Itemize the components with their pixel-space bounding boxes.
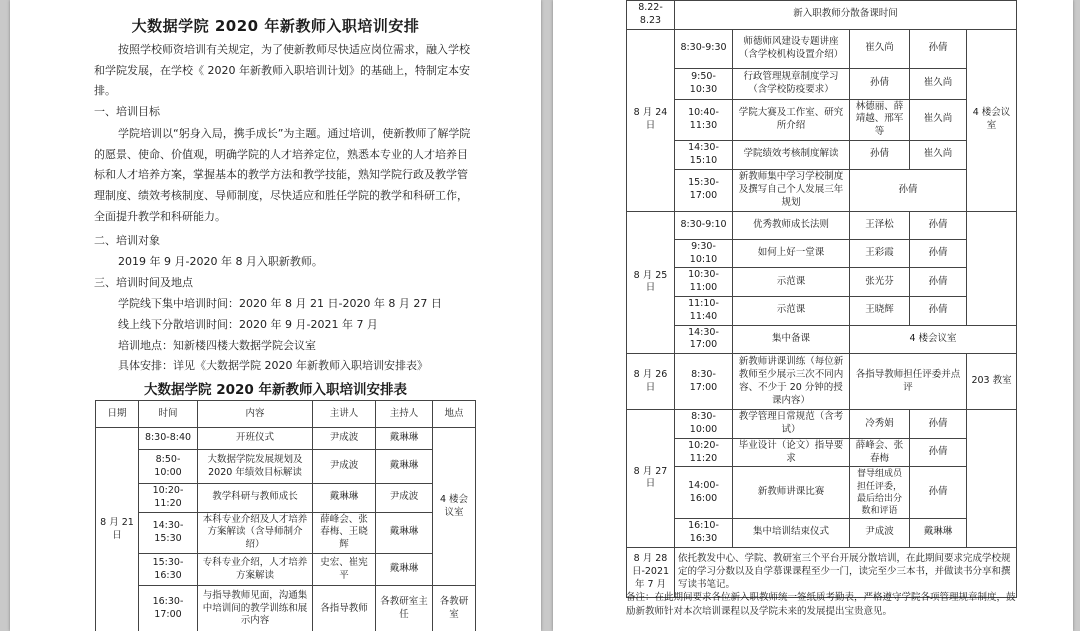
speaker-cell: 王彩霞 xyxy=(850,239,910,268)
content-cell: 教学科研与教师成长 xyxy=(198,484,313,513)
table-row xyxy=(627,354,1017,410)
location-cell xyxy=(967,211,1017,325)
speaker-cell: 薛峰会、张春梅 xyxy=(850,438,910,467)
content-cell: 示范课 xyxy=(733,268,850,297)
location-cell: 各教研室 xyxy=(433,586,476,631)
table-row xyxy=(627,239,1017,268)
location-cell: 4 楼会议室 xyxy=(850,325,1017,354)
content-cell: 学院绩效考核制度解读 xyxy=(733,141,850,170)
content-cell: 如何上好一堂课 xyxy=(733,239,850,268)
table-row xyxy=(627,1,1017,30)
document-page-left xyxy=(10,0,541,631)
host-cell: 戴琳琳 xyxy=(376,450,433,484)
content-cell: 新入职教师分散备课时间 xyxy=(675,1,1017,30)
time-cell: 14:00-16:00 xyxy=(675,467,733,519)
date-cell: 8 月 26 日 xyxy=(627,354,675,410)
time-cell: 8:30-9:10 xyxy=(675,211,733,239)
header-speaker: 主讲人 xyxy=(313,401,376,428)
location-cell: 4 楼会议室 xyxy=(433,428,476,586)
table-row xyxy=(627,296,1017,325)
table-row xyxy=(627,268,1017,297)
speaker-cell: 尹成波 xyxy=(850,519,910,548)
host-cell: 各教研室主任 xyxy=(376,586,433,631)
document-title: 大数据学院 2020 年新教师入职培训安排 xyxy=(131,17,420,35)
table-row xyxy=(96,484,476,513)
time-cell: 8:30-17:00 xyxy=(675,354,733,410)
time-cell: 8:30-8:40 xyxy=(139,428,198,450)
content-cell: 学院大赛及工作室、研究所介绍 xyxy=(733,99,850,140)
time-cell: 9:30-10:10 xyxy=(675,239,733,268)
content-cell: 开班仪式 xyxy=(198,428,313,450)
date-cell: 8 月 21 日 xyxy=(96,428,139,631)
speaker-cell: 孙倩 xyxy=(850,169,967,211)
table-title: 大数据学院 2020 年新教师入职培训安排表 xyxy=(144,382,407,398)
speaker-cell: 孙倩 xyxy=(850,141,910,170)
intro-paragraph: 按照学校师资培训有关规定，为了使新教师尽快适应岗位需求，融入学校和学院发展，在学校《 2020 年新教师入职培训计划》的基础上，特制定本安排。 xyxy=(94,43,470,98)
document-page-right xyxy=(553,0,1073,631)
offline-time-line: 学院线下集中培训时间：2020 年 8 月 21 日-2020 年 8 月 27 日 xyxy=(118,297,442,310)
host-cell: 戴琳琳 xyxy=(376,554,433,586)
table-row xyxy=(627,29,1017,68)
host-cell: 孙倩 xyxy=(910,410,967,439)
location-cell: 4 楼会议室 xyxy=(967,29,1017,211)
content-cell: 本科专业介绍及人才培养方案解读（含导师制介绍） xyxy=(198,512,313,553)
location-cell xyxy=(967,410,1017,547)
footnote: 备注：在此期间要求各位新入职教师统一签纸质考勤表，严格遵守学院各项管理规章制度，鼓励新教师针对本次培训课程以及学院未来的发展提出宝贵意见。 xyxy=(626,592,1016,617)
speaker-cell: 尹成波 xyxy=(313,428,376,450)
table-row xyxy=(627,211,1017,239)
section-heading-target: 二、培训对象 xyxy=(94,234,160,247)
content-cell: 专科专业介绍，人才培养方案解读 xyxy=(198,554,313,586)
content-cell: 行政管理规章制度学习（含学校防疫要求） xyxy=(733,68,850,99)
location-line: 培训地点：知新楼四楼大数据学院会议室 xyxy=(118,339,316,352)
table-row xyxy=(627,99,1017,140)
time-cell: 15:30-17:00 xyxy=(675,169,733,211)
time-cell: 14:30-15:30 xyxy=(139,512,198,553)
date-cell: 8.22-8.23 xyxy=(627,1,675,30)
speaker-cell: 林德丽、薛靖越、邢军等 xyxy=(850,99,910,140)
time-cell: 14:30-17:00 xyxy=(675,325,733,354)
content-cell: 新教师讲课训练（每位新教师至少展示三次不同内容、不少于 20 分钟的授课内容） xyxy=(733,354,850,410)
speaker-cell: 史宏、崔宪平 xyxy=(313,554,376,586)
content-cell: 与指导教师见面，沟通集中培训间的教学训练和展示内容 xyxy=(198,586,313,631)
time-cell: 16:10-16:30 xyxy=(675,519,733,548)
table-row xyxy=(627,547,1017,597)
host-cell: 孙倩 xyxy=(910,268,967,297)
time-cell: 8:30-10:00 xyxy=(675,410,733,439)
content-cell: 教学管理日常规范（含考试） xyxy=(733,410,850,439)
speaker-cell: 冷秀娟 xyxy=(850,410,910,439)
time-cell: 11:10-11:40 xyxy=(675,296,733,325)
speaker-cell: 张光芬 xyxy=(850,268,910,297)
host-cell: 戴琳琳 xyxy=(376,512,433,553)
host-cell: 孙倩 xyxy=(910,467,967,519)
detail-line: 具体安排：详见《大数据学院 2020 年新教师入职培训安排表》 xyxy=(118,359,428,372)
host-cell: 孙倩 xyxy=(910,239,967,268)
table-row xyxy=(627,68,1017,99)
content-cell: 示范课 xyxy=(733,296,850,325)
host-cell: 孙倩 xyxy=(910,296,967,325)
time-cell: 14:30-15:10 xyxy=(675,141,733,170)
content-cell: 优秀教师成长法则 xyxy=(733,211,850,239)
table-row xyxy=(627,467,1017,519)
time-cell: 9:50-10:30 xyxy=(675,68,733,99)
target-text: 2019 年 9 月-2020 年 8 月入职新教师。 xyxy=(118,255,323,268)
header-content: 内容 xyxy=(198,401,313,428)
table-row xyxy=(627,410,1017,439)
host-cell: 戴琳琳 xyxy=(376,428,433,450)
speaker-cell: 孙倩 xyxy=(850,68,910,99)
content-cell: 毕业设计（论文）指导要求 xyxy=(733,438,850,467)
table-row xyxy=(627,325,1017,354)
speaker-cell: 薛峰会、张春梅、王晓辉 xyxy=(313,512,376,553)
header-location: 地点 xyxy=(433,401,476,428)
location-cell: 203 教室 xyxy=(967,354,1017,410)
date-cell: 8 月 28 日-2021 年 7 月 xyxy=(627,547,675,597)
time-cell: 8:50-10:00 xyxy=(139,450,198,484)
table-row xyxy=(96,428,476,450)
host-cell: 戴琳琳 xyxy=(910,519,967,548)
date-cell: 8 月 24 日 xyxy=(627,29,675,211)
table-row xyxy=(627,519,1017,548)
table-header-row xyxy=(96,401,476,428)
goal-paragraph: 学院培训以“躬身入局，携手成长”为主题。通过培训，使新教师了解学院的愿景、使命、价值观，明确学院的人才培养定位，熟悉本专业的人才培养目标和人才培养方案，掌握基本的教学方法和教学技能，熟知学院行政及教学管理制度、绩效考核制度、导师制度，尽快适应和胜任学院的教学和科研工作，全面提升教学和科研能力。 xyxy=(94,127,471,223)
table-row xyxy=(627,169,1017,211)
table-row xyxy=(627,438,1017,467)
time-cell: 16:30-17:00 xyxy=(139,586,198,631)
speaker-cell: 各指导教师 xyxy=(313,586,376,631)
speaker-cell: 崔久尚 xyxy=(850,29,910,68)
time-cell: 15:30-16:30 xyxy=(139,554,198,586)
section-heading-goal: 一、培训目标 xyxy=(94,105,160,118)
content-cell: 师德师风建设专题讲座（含学校机构设置介绍） xyxy=(733,29,850,68)
schedule-table-part1 xyxy=(95,400,476,631)
time-cell: 10:30-11:00 xyxy=(675,268,733,297)
host-cell: 崔久尚 xyxy=(910,99,967,140)
header-date: 日期 xyxy=(96,401,139,428)
host-cell: 孙倩 xyxy=(910,29,967,68)
time-cell: 10:40-11:30 xyxy=(675,99,733,140)
content-cell: 新教师讲课比赛 xyxy=(733,467,850,519)
host-cell: 崔久尚 xyxy=(910,141,967,170)
content-cell: 集中备课 xyxy=(733,325,850,354)
table-row xyxy=(96,586,476,631)
date-cell: 8 月 25 日 xyxy=(627,211,675,354)
host-cell: 崔久尚 xyxy=(910,68,967,99)
speaker-cell: 王晓辉 xyxy=(850,296,910,325)
host-cell: 孙倩 xyxy=(910,211,967,239)
date-cell: 8 月 27 日 xyxy=(627,410,675,547)
content-cell: 大数据学院发展规划及 2020 年绩效目标解读 xyxy=(198,450,313,484)
online-time-line: 线上线下分散培训时间：2020 年 9 月-2021 年 7 月 xyxy=(118,318,378,331)
table-row xyxy=(96,450,476,484)
table-row xyxy=(627,141,1017,170)
content-cell: 依托教发中心、学院、教研室三个平台开展分散培训，在此期间要求完成学校规定的学习分数以及自学慕课课程至少一门，读完至少三本书，并做读书分享和撰写读书笔记。 xyxy=(675,547,1017,597)
header-host: 主持人 xyxy=(376,401,433,428)
schedule-table-part2 xyxy=(626,0,1017,598)
host-cell: 尹成波 xyxy=(376,484,433,513)
speaker-cell: 督导组成员担任评委，最后给出分数和评语 xyxy=(850,467,910,519)
content-cell: 新教师集中学习学校制度及撰写自己个人发展三年规划 xyxy=(733,169,850,211)
speaker-cell: 各指导教师担任评委并点评 xyxy=(850,354,967,410)
section-heading-schedule: 三、培训时间及地点 xyxy=(94,276,193,289)
content-cell: 集中培训结束仪式 xyxy=(733,519,850,548)
speaker-cell: 尹成波 xyxy=(313,450,376,484)
header-time: 时间 xyxy=(139,401,198,428)
speaker-cell: 王泽松 xyxy=(850,211,910,239)
time-cell: 8:30-9:30 xyxy=(675,29,733,68)
table-row xyxy=(96,512,476,553)
time-cell: 10:20-11:20 xyxy=(675,438,733,467)
speaker-cell: 戴琳琳 xyxy=(313,484,376,513)
table-row xyxy=(96,554,476,586)
host-cell: 孙倩 xyxy=(910,438,967,467)
time-cell: 10:20-11:20 xyxy=(139,484,198,513)
